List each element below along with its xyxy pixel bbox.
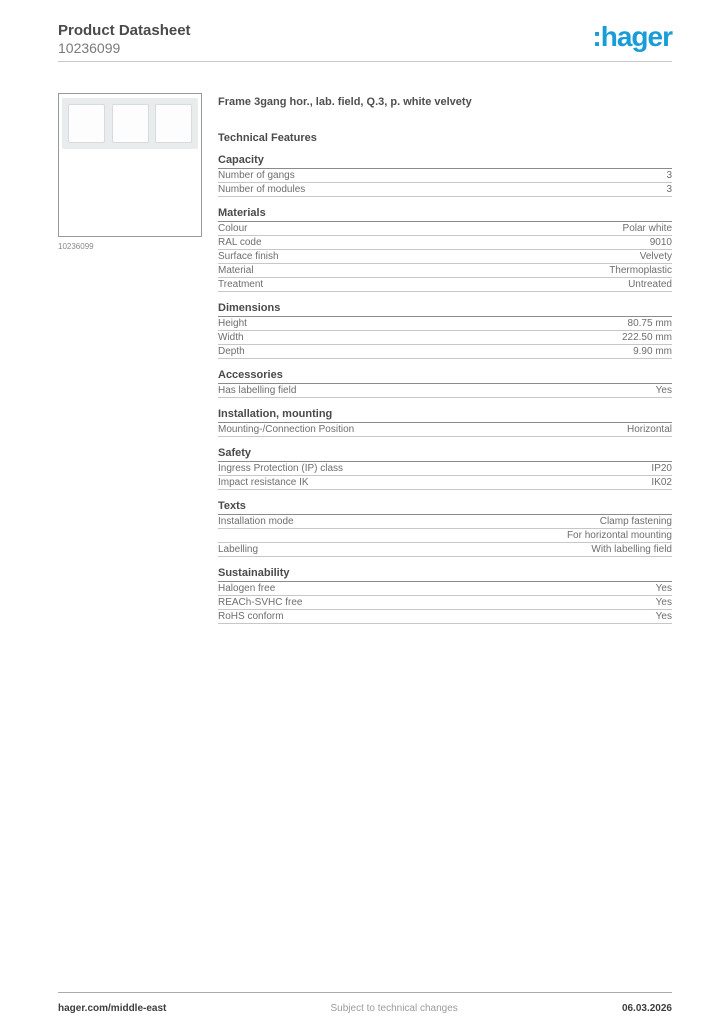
doc-product-number: 10236099 (58, 40, 121, 56)
technical-sections (218, 155, 672, 624)
section-title: Safety (218, 448, 672, 462)
spec-row (218, 278, 672, 292)
spec-row (218, 222, 672, 236)
section-title: Materials (218, 208, 672, 222)
spec-value: Untreated (628, 279, 672, 290)
spec-label: Treatment (218, 279, 264, 290)
spec-label: Width (218, 332, 244, 343)
spec-row (218, 317, 672, 331)
spec-value: Polar white (622, 223, 672, 234)
spec-label: Material (218, 265, 254, 276)
spec-value: Yes (655, 385, 672, 396)
spec-row (218, 331, 672, 345)
section-title: Accessories (218, 370, 672, 384)
spec-label: Height (218, 318, 247, 329)
spec-row (218, 529, 672, 543)
footer (58, 992, 672, 1014)
spec-value: Yes (655, 597, 672, 608)
section-title: Capacity (218, 155, 672, 169)
section-dimensions (218, 303, 672, 359)
spec-row (218, 236, 672, 250)
product-image-caption: 10236099 (58, 242, 94, 251)
spec-row (218, 543, 672, 557)
section-capacity (218, 155, 672, 197)
footer-website-link[interactable]: hager.com/middle-east (58, 1003, 167, 1014)
section-safety (218, 448, 672, 490)
footer-disclaimer: Subject to technical changes (330, 1003, 458, 1014)
section-title: Sustainability (218, 568, 672, 582)
product-title: Frame 3gang hor., lab. field, Q.3, p. white velvety (218, 96, 472, 108)
spec-value: 222.50 mm (621, 332, 672, 343)
main-content (218, 93, 672, 624)
header (58, 16, 672, 62)
spec-label: RAL code (218, 237, 262, 248)
spec-label: Installation mode (218, 516, 294, 527)
gang-opening (155, 104, 192, 143)
hager-logo: :hager (592, 21, 672, 52)
spec-label: Mounting-/Connection Position (218, 424, 355, 435)
spec-value: Velvety (639, 251, 672, 262)
spec-value: For horizontal mounting (566, 530, 672, 541)
spec-label: Depth (218, 346, 245, 357)
section-title: Installation, mounting (218, 409, 672, 423)
spec-row (218, 250, 672, 264)
section-materials (218, 208, 672, 292)
spec-row (218, 183, 672, 197)
spec-value: Thermoplastic (609, 265, 672, 276)
spec-value: Yes (655, 583, 672, 594)
spec-row (218, 264, 672, 278)
section-sustainability (218, 568, 672, 624)
spec-row (218, 169, 672, 183)
spec-value: Clamp fastening (599, 516, 672, 527)
frame-3gang-graphic (62, 98, 198, 149)
spec-row (218, 345, 672, 359)
spec-row (218, 462, 672, 476)
spec-label: Ingress Protection (IP) class (218, 463, 344, 474)
features-heading: Technical Features (218, 132, 317, 144)
spec-row (218, 610, 672, 624)
spec-row (218, 476, 672, 490)
spec-label: Colour (218, 223, 248, 234)
spec-value: With labelling field (591, 544, 672, 555)
spec-label: REACh-SVHC free (218, 597, 303, 608)
spec-label: Labelling (218, 544, 259, 555)
spec-value: 9.90 mm (633, 346, 672, 357)
spec-label: Halogen free (218, 583, 276, 594)
section-installation-mounting (218, 409, 672, 437)
spec-value: Horizontal (626, 424, 672, 435)
spec-value: 3 (666, 184, 672, 195)
spec-value: IP20 (651, 463, 672, 474)
spec-label: Number of modules (218, 184, 306, 195)
section-title: Texts (218, 501, 672, 515)
header-title-block (58, 16, 191, 57)
footer-date: 06.03.2026 (621, 1003, 672, 1014)
spec-value: IK02 (651, 477, 672, 488)
spec-value: 3 (666, 170, 672, 181)
gang-opening (68, 104, 105, 143)
spec-label: Number of gangs (218, 170, 295, 181)
spec-label: Surface finish (218, 251, 279, 262)
spec-value: 9010 (649, 237, 672, 248)
section-accessories (218, 370, 672, 398)
section-title: Dimensions (218, 303, 672, 317)
spec-row (218, 596, 672, 610)
spec-value: Yes (655, 611, 672, 622)
doc-title: Product Datasheet (58, 22, 191, 39)
spec-label: RoHS conform (218, 611, 284, 622)
product-image (58, 93, 202, 237)
spec-row (218, 582, 672, 596)
spec-label: Impact resistance IK (218, 477, 309, 488)
spec-row (218, 423, 672, 437)
spec-row (218, 515, 672, 529)
spec-row (218, 384, 672, 398)
spec-value: 80.75 mm (627, 318, 672, 329)
section-texts (218, 501, 672, 557)
spec-label: Has labelling field (218, 385, 297, 396)
gang-opening (112, 104, 149, 143)
